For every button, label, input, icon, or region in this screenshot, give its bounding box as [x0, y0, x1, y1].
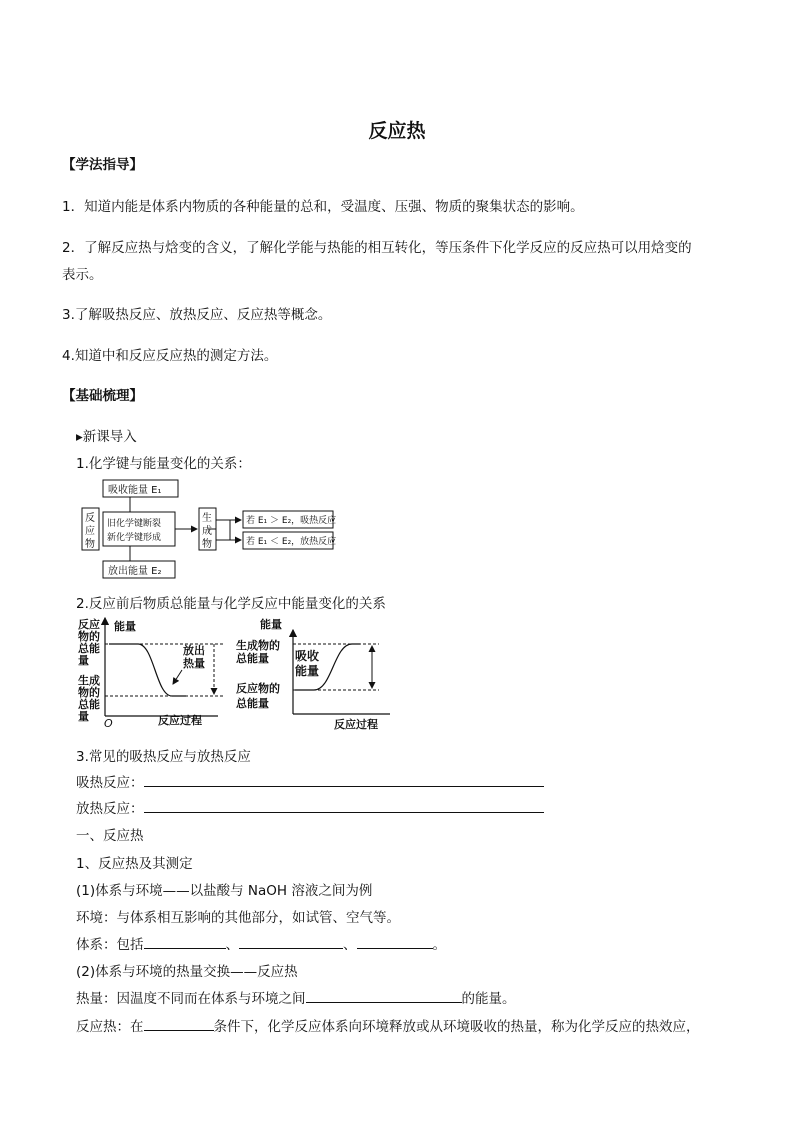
product-char-1: 生: [202, 513, 212, 524]
left-top-label-2: 物的: [78, 630, 100, 643]
left-x-axis-label: 反应过程: [158, 714, 202, 727]
guide-heading: 【学法指导】: [62, 157, 143, 173]
basics-point-1: 1.化学键与能量变化的关系：: [76, 456, 251, 472]
old-bond-text: 旧化学键断裂: [107, 519, 162, 529]
left-bottom-label-3: 总能: [78, 698, 100, 711]
heat-definition-row: [76, 987, 516, 1007]
reactant-char-3: 物: [85, 539, 95, 550]
left-top-label-1: 反应: [78, 618, 100, 631]
basics-heading: 【基础梳理】: [62, 388, 143, 404]
left-origin: O: [104, 717, 113, 728]
right-heat-label-1: 吸收: [295, 649, 320, 663]
release-energy-text: 放出能量 E₂: [108, 566, 162, 577]
guide-item-2: 2．了解反应热与焓变的含义，了解化学能与热能的相互转化，等压条件下化学反应的反应热可以用焓变的: [62, 240, 692, 256]
left-heat-label-2: 热量: [183, 657, 205, 670]
separator-2: 、: [343, 937, 357, 953]
left-bottom-label-1: 生成: [78, 674, 100, 687]
guide-item-2-cont: 表示。: [62, 267, 103, 283]
right-x-axis-label: 反应过程: [334, 718, 378, 731]
absorb-energy-text: 吸收能量 E₁: [108, 485, 162, 496]
sys-env-title: (1)体系与环境——以盐酸与 NaOH 溶液之间为例: [76, 883, 373, 899]
section1-heading: 一、反应热: [76, 828, 144, 844]
reactant-char-2: 应: [85, 526, 95, 537]
endothermic-row: [76, 771, 544, 791]
endothermic-label: 吸热反应：: [76, 775, 144, 791]
exothermic-energy-graph: [76, 616, 236, 728]
left-top-label-3: 总能: [78, 642, 100, 655]
left-y-axis-label: 能量: [114, 620, 136, 633]
system-blank-1[interactable]: [144, 934, 226, 949]
guide-item-1: 1．知道内能是体系内物质的各种能量的总和，受温度、压强、物质的聚集状态的影响。: [62, 199, 584, 215]
left-energy-curve: [109, 644, 186, 696]
basics-point-3: 3.常见的吸热反应与放热反应: [76, 749, 251, 765]
page-title: 反应热: [368, 120, 426, 142]
system-blank-3[interactable]: [357, 934, 433, 949]
left-top-label-4: 量: [78, 654, 89, 667]
endothermic-blank[interactable]: [144, 772, 544, 787]
heat-definition-suffix: 的能量。: [461, 991, 516, 1007]
endothermic-energy-graph: [234, 616, 394, 732]
exothermic-row: [76, 797, 544, 817]
exothermic-case-text: 若 E₁ ＜ E₂，放热反应: [246, 537, 337, 547]
sys-definition-row: [76, 933, 446, 953]
end-mark: 。: [432, 937, 446, 953]
section1-sub1: 1、反应热及其测定: [76, 856, 193, 872]
heat-blank[interactable]: [306, 988, 462, 1003]
heat-exchange-title: (2)体系与环境的热量交换——反应热: [76, 964, 298, 980]
right-top-label-2: 总能量: [236, 652, 269, 665]
basics-intro: ▸新课导入: [76, 429, 137, 445]
guide-item-3: 3.了解吸热反应、放热反应、反应热等概念。: [62, 307, 332, 323]
system-blank-2[interactable]: [239, 934, 343, 949]
sys-definition-prefix: 体系：包括: [76, 937, 144, 953]
exothermic-label: 放热反应：: [76, 801, 144, 817]
product-char-2: 成: [202, 526, 212, 537]
left-bottom-label-2: 物的: [78, 686, 100, 699]
bond-energy-diagram: [80, 476, 340, 582]
right-y-axis-label: 能量: [260, 618, 282, 631]
basics-point-2: 2.反应前后物质总能量与化学反应中能量变化的关系: [76, 596, 386, 612]
new-bond-text: 新化学键形成: [107, 533, 162, 543]
heat-definition-prefix: 热量：因温度不同而在体系与环境之间: [76, 991, 306, 1007]
left-heat-label-1: 放出: [183, 644, 205, 657]
reaction-heat-suffix: 条件下，化学反应体系向环境释放或从环境吸收的热量，称为化学反应的热效应，: [213, 1019, 700, 1035]
product-char-3: 物: [202, 539, 212, 550]
reaction-heat-row: [76, 1015, 700, 1035]
exothermic-blank[interactable]: [144, 798, 544, 813]
reaction-heat-blank[interactable]: [144, 1016, 214, 1031]
right-heat-label-2: 能量: [295, 664, 320, 678]
endothermic-case-text: 若 E₁ ＞ E₂，吸热反应: [246, 516, 337, 526]
right-bottom-label-2: 总能量: [236, 697, 269, 710]
guide-item-4: 4.知道中和反应反应热的测定方法。: [62, 348, 278, 364]
separator-1: 、: [225, 937, 239, 953]
reactant-char-1: 反: [85, 513, 95, 524]
right-top-label-1: 生成物的: [236, 639, 280, 652]
reaction-heat-prefix: 反应热：在: [76, 1019, 144, 1035]
left-bottom-label-4: 量: [78, 710, 89, 723]
right-bottom-label-1: 反应物的: [236, 682, 280, 695]
env-definition: 环境：与体系相互影响的其他部分，如试管、空气等。: [76, 910, 400, 926]
